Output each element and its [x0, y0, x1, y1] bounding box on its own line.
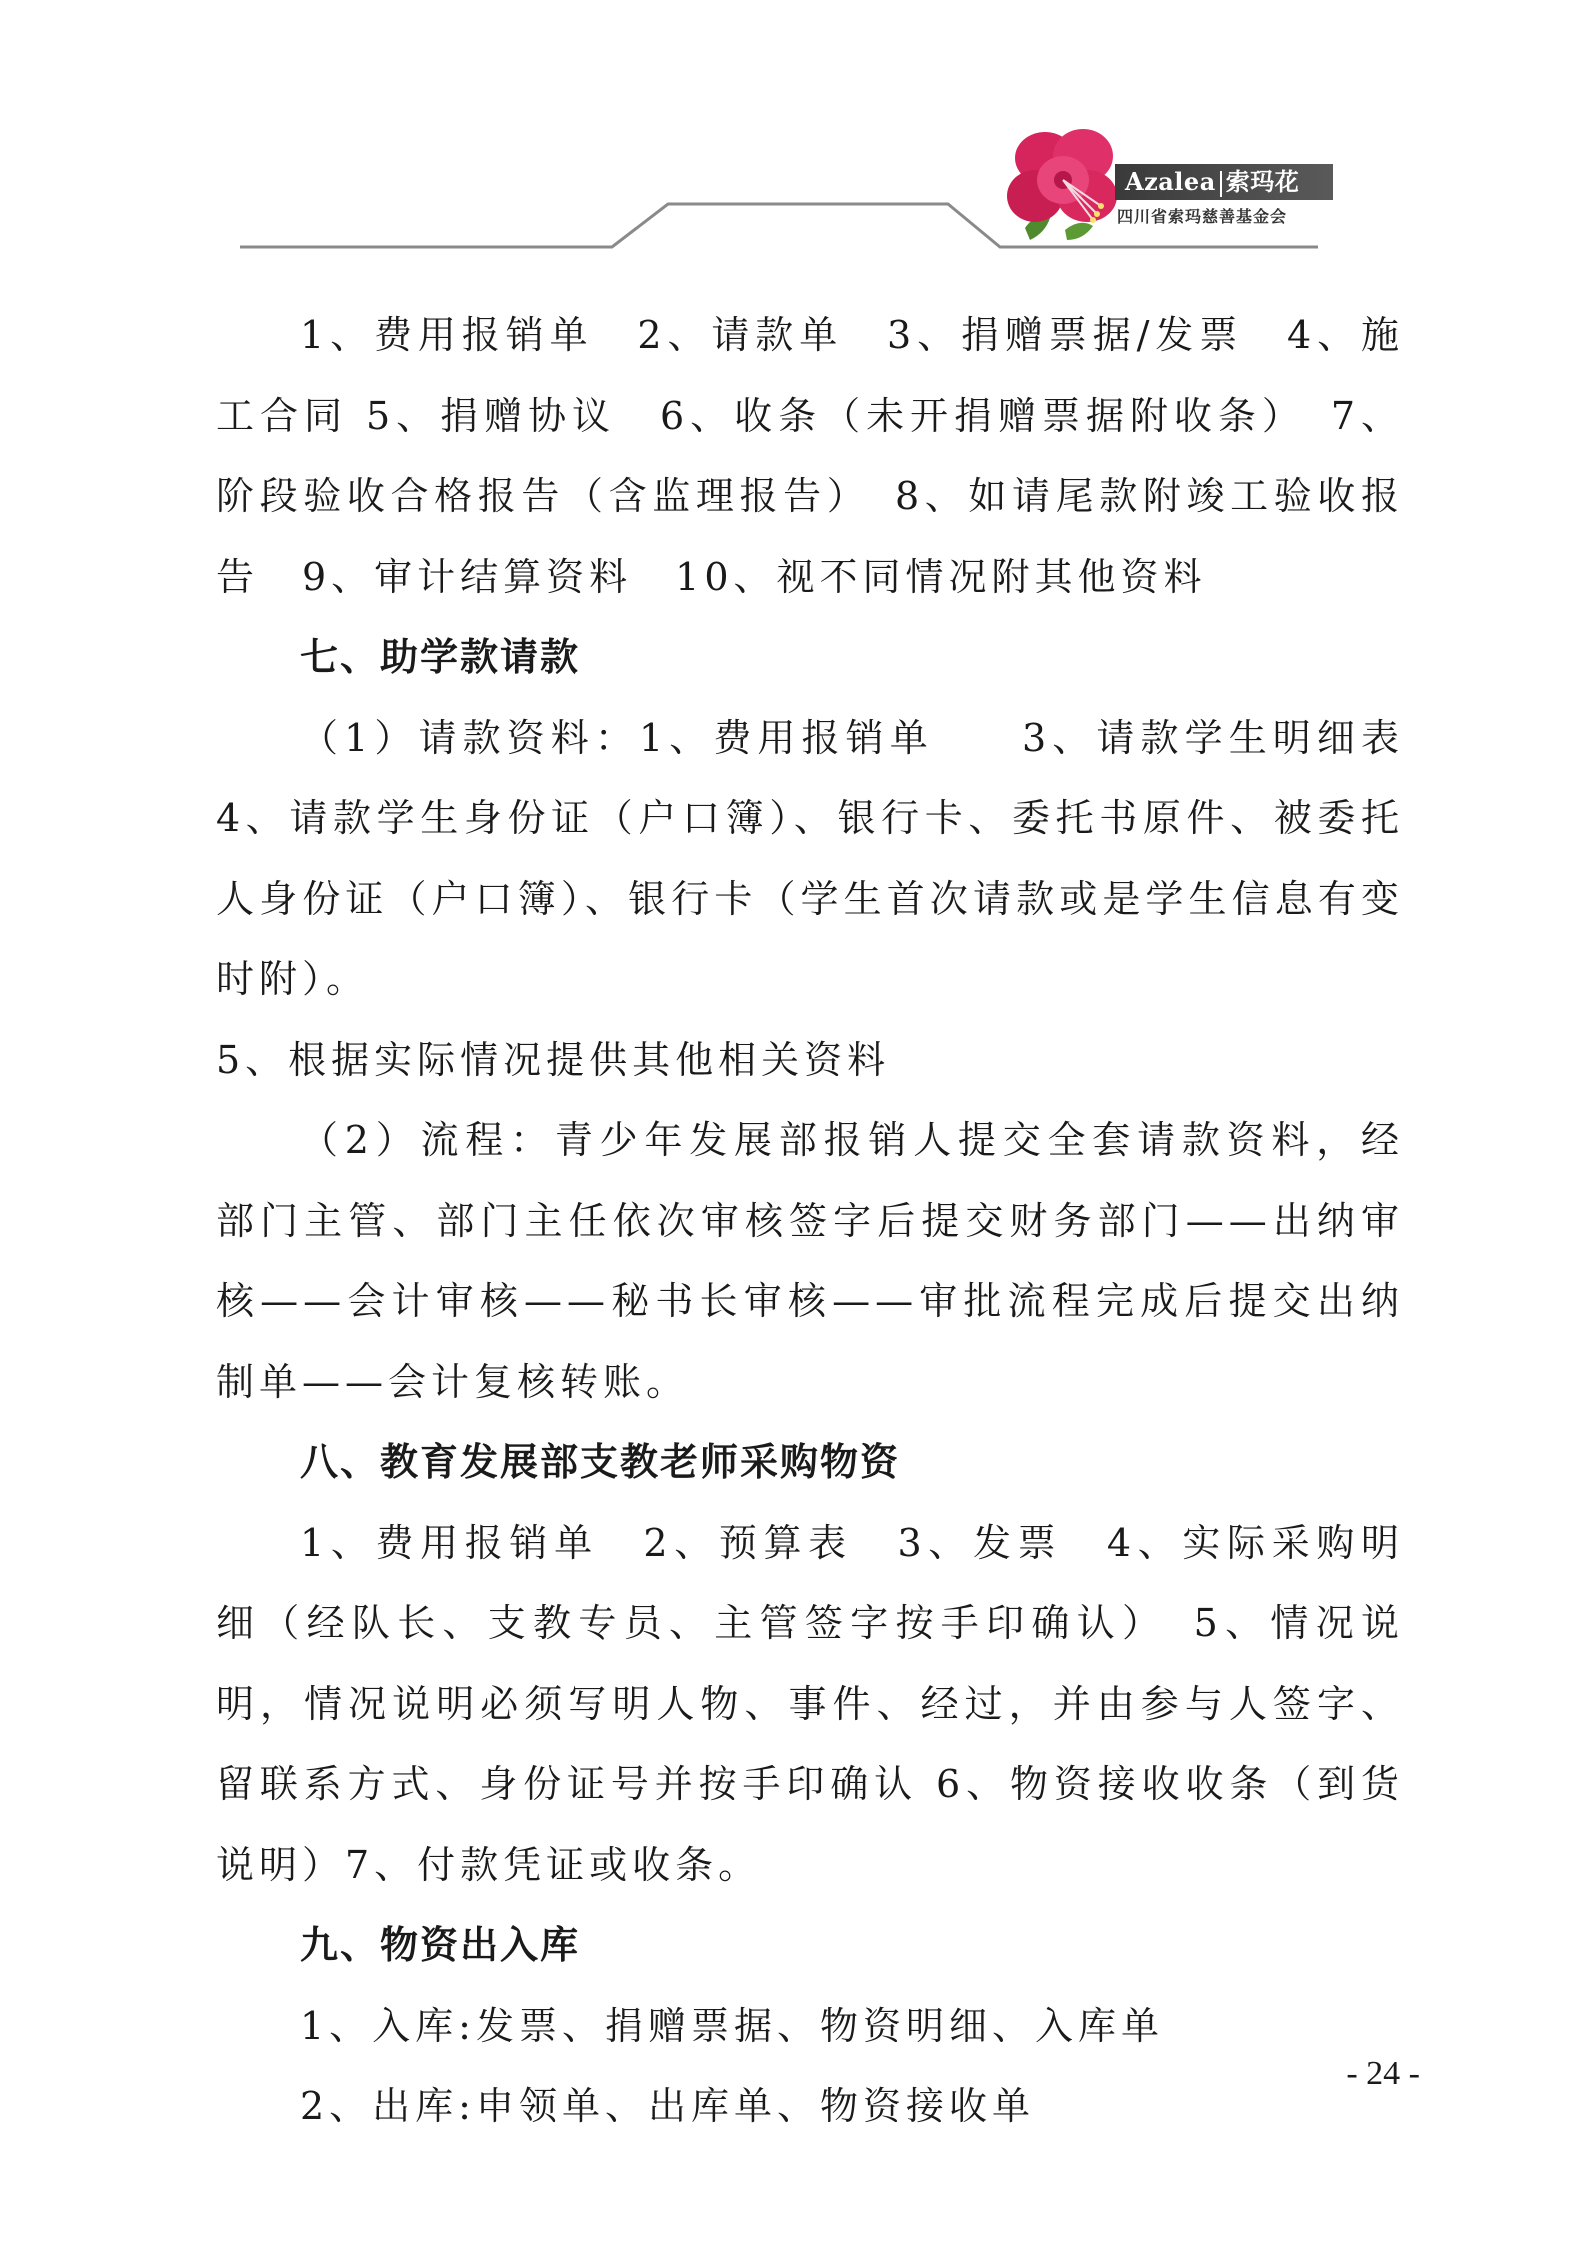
materials-list-paragraph: 1、费用报销单 2、请款单 3、捐赠票据/发票 4、施工合同 5、捐赠协议 6、收条（未开捐赠票据附收条） 7、阶段验收合格报告（含监理报告） 8、如请尾款附竣工验收报告 9、审计结算资料 10、视不同情况附其他资料	[216, 313, 1404, 599]
outbound-paragraph: 2、出库:申领单、出库单、物资接收单	[300, 2084, 1035, 2128]
scholarship-materials-paragraph: （1）请款资料：1、费用报销单 3、请款学生明细表 4、请款学生身份证（户口簿）、银行卡、委托书原件、被委托人身份证（户口簿）、银行卡（学生首次请款或是学生信息有变时附）。	[216, 715, 1448, 1001]
logo-org-name: 四川省索玛慈善基金会	[1117, 207, 1288, 226]
inbound-paragraph: 1、入库:发票、捐赠票据、物资明细、入库单	[300, 2003, 1164, 2048]
section-heading-8: 八、教育发展部支教老师采购物资	[300, 1440, 901, 1484]
header-divider-line	[0, 0, 1587, 260]
logo-banner	[1115, 164, 1333, 200]
logo-separator	[1220, 171, 1222, 197]
logo-brand-en: Azalea	[1125, 167, 1216, 196]
foundation-logo	[1005, 118, 1335, 248]
document-body	[216, 295, 1448, 2147]
scholarship-process-paragraph: （2）流程：青少年发展部报销人提交全套请款资料，经部门主管、部门主任依次审核签字后提交财务部门——出纳审核——会计审核——秘书长审核——审批流程完成后提交出纳制单——会计复核转账。	[216, 1118, 1404, 1404]
teacher-purchase-paragraph: 1、费用报销单 2、预算表 3、发票 4、实际采购明细（经队长、支教专员、主管签字按手印确认） 5、情况说明，情况说明必须写明人物、事件、经过，并由参与人签字、留联系方式、身份证号并按手印确认 6、物资接收收条（到货说明）7、付款凭证或收条。	[216, 1520, 1404, 1887]
logo-brand-cn: 索玛花	[1225, 167, 1300, 196]
section-heading-7: 七、助学款请款	[300, 635, 581, 679]
azalea-flower-icon	[1005, 118, 1125, 248]
section-heading-9: 九、物资出入库	[300, 1923, 581, 1967]
page-number: - 24 -	[1346, 2055, 1420, 2092]
scholarship-other-materials-paragraph: 5、根据实际情况提供其他相关资料	[216, 1037, 891, 1082]
